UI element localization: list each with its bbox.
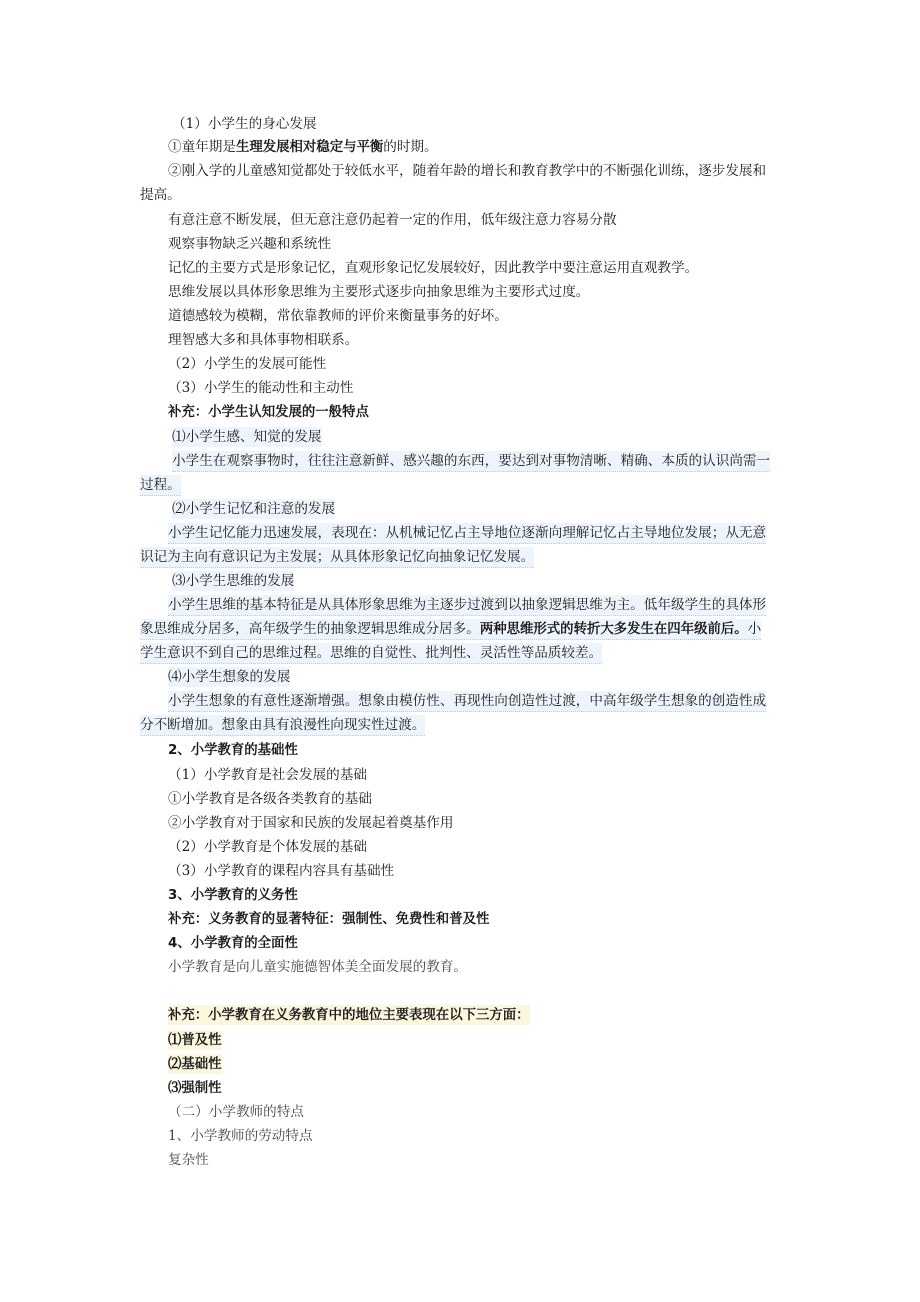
text-run: 提高。 bbox=[140, 187, 181, 203]
text-run: （2）小学生的发展可能性 bbox=[168, 356, 327, 372]
text-line bbox=[168, 595, 766, 616]
text-run: 过程。 bbox=[140, 477, 181, 493]
text-line bbox=[168, 161, 766, 181]
text-run: 小学生思维的基本特征是从具体形象思维为主逐步过渡到以抽象逻辑思维为主。低年级学生的具体形 bbox=[168, 597, 767, 613]
bold-text-run: 两种思维形式的转折大多发生在四年级前后。 bbox=[479, 622, 748, 637]
text-run: 思维发展以具体形象思维为主要形式逐步向抽象思维为主要形式过度。 bbox=[168, 284, 590, 300]
text-line bbox=[168, 1005, 530, 1025]
bold-text-run: 补充：小学教育在义务教育中的地位主要表现在以下三方面： bbox=[168, 1008, 530, 1023]
text-run: 小学生在观察事物时，往往注意新鲜、感兴趣的东西，要达到对事物清晰、精确、本质的认识尚需一 bbox=[172, 453, 771, 469]
text-line bbox=[168, 354, 326, 374]
text-line bbox=[168, 1150, 209, 1170]
text-run: （1）小学教育是社会发展的基础 bbox=[168, 767, 367, 783]
text-line bbox=[168, 1030, 222, 1050]
text-run: 的时期。 bbox=[383, 139, 438, 155]
text-line bbox=[168, 667, 290, 687]
text-line bbox=[168, 765, 367, 785]
text-line bbox=[168, 378, 353, 398]
text-line bbox=[140, 185, 181, 205]
text-line bbox=[168, 137, 438, 157]
text-run: ⑷小学生想象的发展 bbox=[168, 669, 291, 685]
text-line bbox=[168, 909, 489, 929]
text-line bbox=[172, 571, 294, 591]
bold-text-run: 补充：小学生认知发展的一般特点 bbox=[168, 405, 369, 420]
text-line bbox=[140, 619, 761, 640]
text-run: ②小学教育对于国家和民族的发展起着奠基作用 bbox=[168, 815, 454, 831]
text-line bbox=[168, 306, 508, 326]
text-run: 有意注意不断发展，但无意注意仍起着一定的作用，低年级注意力容易分散 bbox=[168, 212, 617, 228]
text-line bbox=[168, 282, 589, 302]
text-run: 学生意识不到自己的思维过程。思维的自觉性、批判性、灵活性等品质较差。 bbox=[140, 645, 603, 661]
text-run: 观察事物缺乏兴趣和系统性 bbox=[168, 236, 332, 252]
text-run: 小学生想象的有意性逐渐增强。想象由模仿性、再现性向创造性过渡，中高年级学生想象的创造性成 bbox=[168, 693, 767, 709]
text-run: 象思维成分居多，高年级学生的抽象逻辑思维成分居多。 bbox=[140, 621, 480, 637]
text-line bbox=[172, 114, 317, 134]
bold-text-run: 4、小学教育的全面性 bbox=[168, 936, 298, 951]
text-line bbox=[168, 1102, 304, 1122]
text-line bbox=[140, 547, 534, 568]
text-run: 识记为主向有意识记为主发展；从具体形象记忆向抽象记忆发展。 bbox=[140, 549, 535, 565]
text-line bbox=[140, 643, 602, 664]
text-line bbox=[168, 402, 369, 422]
text-run: 小 bbox=[747, 621, 762, 637]
text-run: ①小学教育是各级各类教育的基础 bbox=[168, 791, 372, 807]
text-line bbox=[172, 427, 322, 447]
text-line bbox=[168, 957, 467, 977]
text-run: （3）小学教育的课程内容具有基础性 bbox=[168, 863, 395, 879]
text-line bbox=[172, 451, 770, 472]
text-run: 1、小学教师的劳动特点 bbox=[168, 1128, 313, 1144]
text-line bbox=[168, 258, 698, 278]
text-run: ①童年期是 bbox=[168, 139, 236, 155]
bold-text-run: ⑴普及性 bbox=[168, 1033, 222, 1048]
text-run: （二）小学教师的特点 bbox=[168, 1104, 304, 1120]
bold-text-run: ⑶强制性 bbox=[168, 1081, 222, 1096]
text-line bbox=[168, 234, 331, 254]
text-line bbox=[168, 523, 766, 544]
bold-text-run: ⑵基础性 bbox=[168, 1057, 222, 1072]
text-line bbox=[140, 475, 181, 496]
text-run: 理智感大多和具体事物相联系。 bbox=[168, 332, 359, 348]
text-line bbox=[168, 330, 358, 350]
text-line bbox=[168, 1126, 313, 1146]
bold-text-run: 补充：义务教育的显著特征：强制性、免费性和普及性 bbox=[168, 912, 490, 927]
text-line bbox=[168, 210, 617, 230]
text-run: 分不断增加。想象由具有浪漫性向现实性过渡。 bbox=[140, 717, 426, 733]
text-line bbox=[168, 1078, 222, 1098]
text-line bbox=[168, 1054, 222, 1074]
text-run: ⑴小学生感、知觉的发展 bbox=[172, 429, 322, 445]
text-line bbox=[172, 499, 335, 519]
text-line bbox=[168, 740, 298, 760]
text-run: 小学生记忆能力迅速发展，表现在：从机械记忆占主导地位逐渐向理解记忆占主导地位发展；从无意 bbox=[168, 525, 767, 541]
text-run: （3）小学生的能动性和主动性 bbox=[168, 380, 354, 396]
text-line bbox=[168, 789, 372, 809]
text-run: ②刚入学的儿童感知觉都处于较低水平，随着年龄的增长和教育教学中的不断强化训练，逐步发展和 bbox=[168, 163, 767, 179]
text-run: （1）小学生的身心发展 bbox=[172, 116, 317, 132]
bold-text-run: 3、小学教育的义务性 bbox=[168, 888, 298, 903]
text-run: ⑶小学生思维的发展 bbox=[172, 573, 295, 589]
text-line bbox=[168, 933, 298, 953]
bold-text-run: 生理发展相对稳定与平衡 bbox=[235, 140, 384, 155]
text-run: ⑵小学生记忆和注意的发展 bbox=[172, 501, 336, 517]
text-line bbox=[168, 691, 766, 712]
text-line bbox=[168, 837, 367, 857]
text-run: （2）小学教育是个体发展的基础 bbox=[168, 839, 367, 855]
text-run: 小学教育是向儿童实施德智体美全面发展的教育。 bbox=[168, 959, 468, 975]
text-run: 复杂性 bbox=[168, 1152, 209, 1168]
text-line bbox=[168, 813, 453, 833]
text-run: 道德感较为模糊，常依靠教师的评价来衡量事务的好坏。 bbox=[168, 308, 508, 324]
bold-text-run: 2、小学教育的基础性 bbox=[168, 743, 298, 758]
text-run: 记忆的主要方式是形象记忆，直观形象记忆发展较好，因此教学中要注意运用直观教学。 bbox=[168, 260, 699, 276]
text-line bbox=[168, 885, 298, 905]
text-line bbox=[140, 715, 425, 736]
text-line bbox=[168, 861, 394, 881]
